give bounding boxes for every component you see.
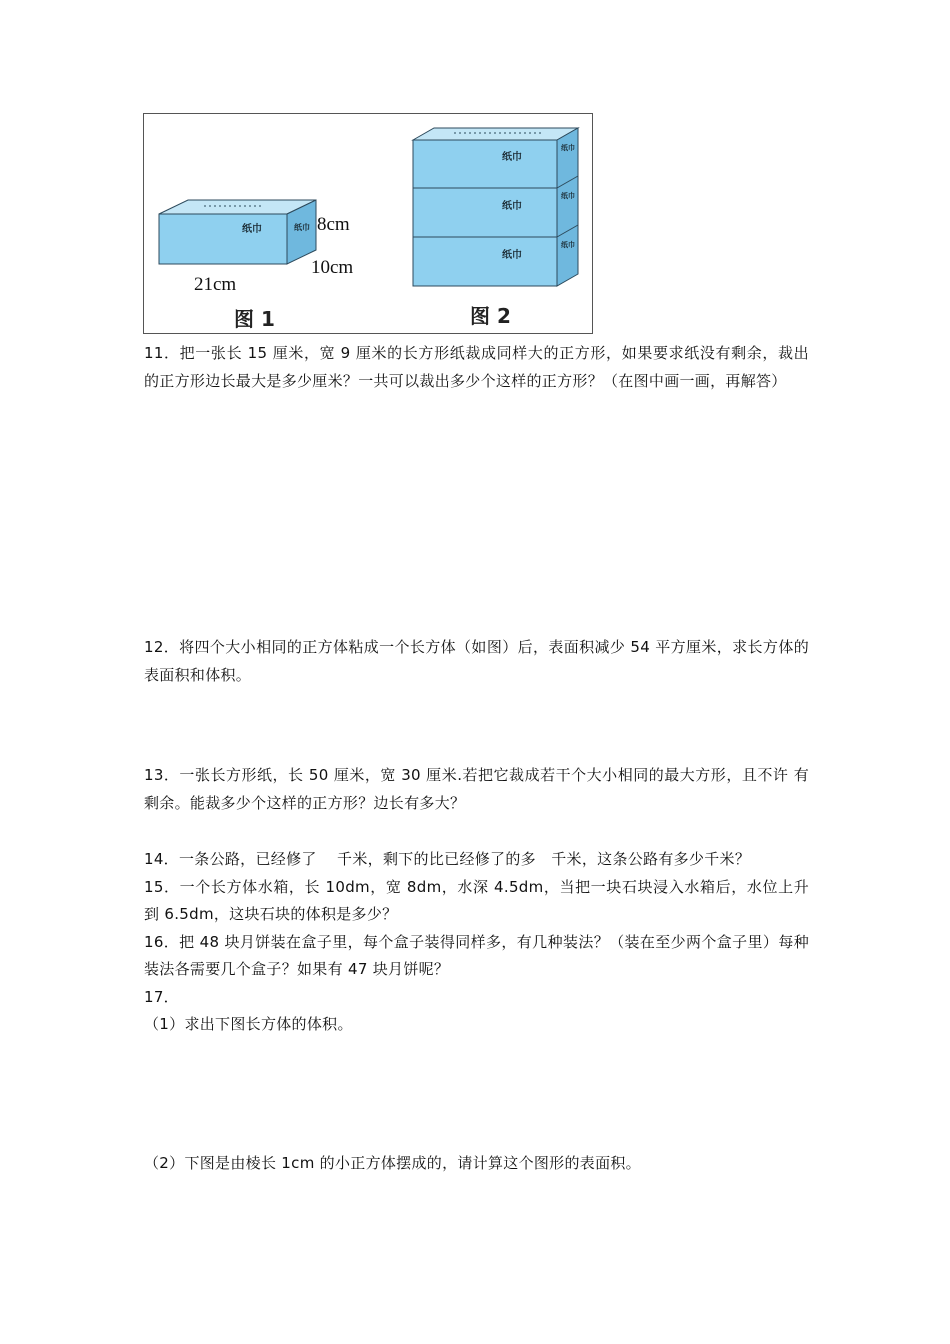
fig2-top [413, 128, 578, 140]
question-13 [144, 762, 809, 817]
fig2-box-2 [413, 188, 557, 237]
question-14-to-17 [144, 846, 809, 1039]
fig2-side-label-2: 纸巾 [561, 192, 575, 200]
fig2-stack [413, 128, 578, 286]
figure-illustration [144, 114, 594, 335]
question-13-text: 13．一张长方形纸，长 50 厘米，宽 30 厘米.若把它裁成若干个大小相同的最大方形，且不许 有剩余。能裁多少个这样的正方形？边长有多大？ [144, 766, 809, 812]
fig1-height-label: 8cm [317, 214, 350, 235]
fig2-caption: 图 2 [470, 304, 511, 328]
question-11-text: 11．把一张长 15 厘米，宽 9 厘米的长方形纸裁成同样大的正方形，如果要求纸没有剩余，裁出的正方形边长最大是多少厘米？一共可以裁出多少个这样的正方形？（在图中画一画，再解答） [144, 344, 809, 390]
question-16-text: 16．把 48 块月饼装在盒子里，每个盒子装得同样多，有几种装法？（装在至少两个盒子里）每种装法各需要几个盒子？如果有 47 块月饼呢？ [144, 932, 809, 978]
fig1-box [159, 200, 316, 264]
fig1-box-label: 纸巾 [242, 224, 262, 235]
question-17-2-text: （2）下图是由棱长 1cm 的小正方体摆成的，请计算这个图形的表面积。 [144, 1154, 641, 1172]
fig1-length-label: 21cm [194, 274, 237, 295]
fig1-width-label: 10cm [311, 257, 354, 278]
fig2-box-3 [413, 237, 557, 286]
fig2-label-2: 纸巾 [502, 201, 522, 212]
question-17-text: 17． [144, 987, 179, 1006]
fig1-caption: 图 1 [234, 307, 275, 331]
figure-tissue-boxes [143, 113, 593, 334]
question-14-text: 14．一条公路，已经修了 千米，剩下的比已经修了的多 千米，这条公路有多少千米？ [144, 850, 751, 868]
question-15-text: 15．一个长方体水箱，长 10dm，宽 8dm，水深 4.5dm，当把一块石块浸入水箱后，水位上升到 6.5dm，这块石块的体积是多少？ [144, 877, 809, 923]
question-11 [144, 340, 809, 395]
fig2-side-label-3: 纸巾 [561, 241, 575, 249]
fig1-side-label: 纸巾 [294, 223, 310, 232]
fig2-box-1 [413, 140, 557, 188]
question-12 [144, 634, 809, 689]
question-17-1-text: （1）求出下图长方体的体积。 [144, 1015, 353, 1033]
fig2-side-label-1: 纸巾 [561, 144, 575, 152]
fig2-label-3: 纸巾 [502, 250, 522, 261]
question-17-part-2 [144, 1150, 809, 1178]
question-12-text: 12．将四个大小相同的正方体粘成一个长方体（如图）后，表面积减少 54 平方厘米，求长方体的表面积和体积。 [144, 638, 809, 684]
fig2-label-1: 纸巾 [502, 152, 522, 163]
fig1-box-front [159, 214, 287, 264]
